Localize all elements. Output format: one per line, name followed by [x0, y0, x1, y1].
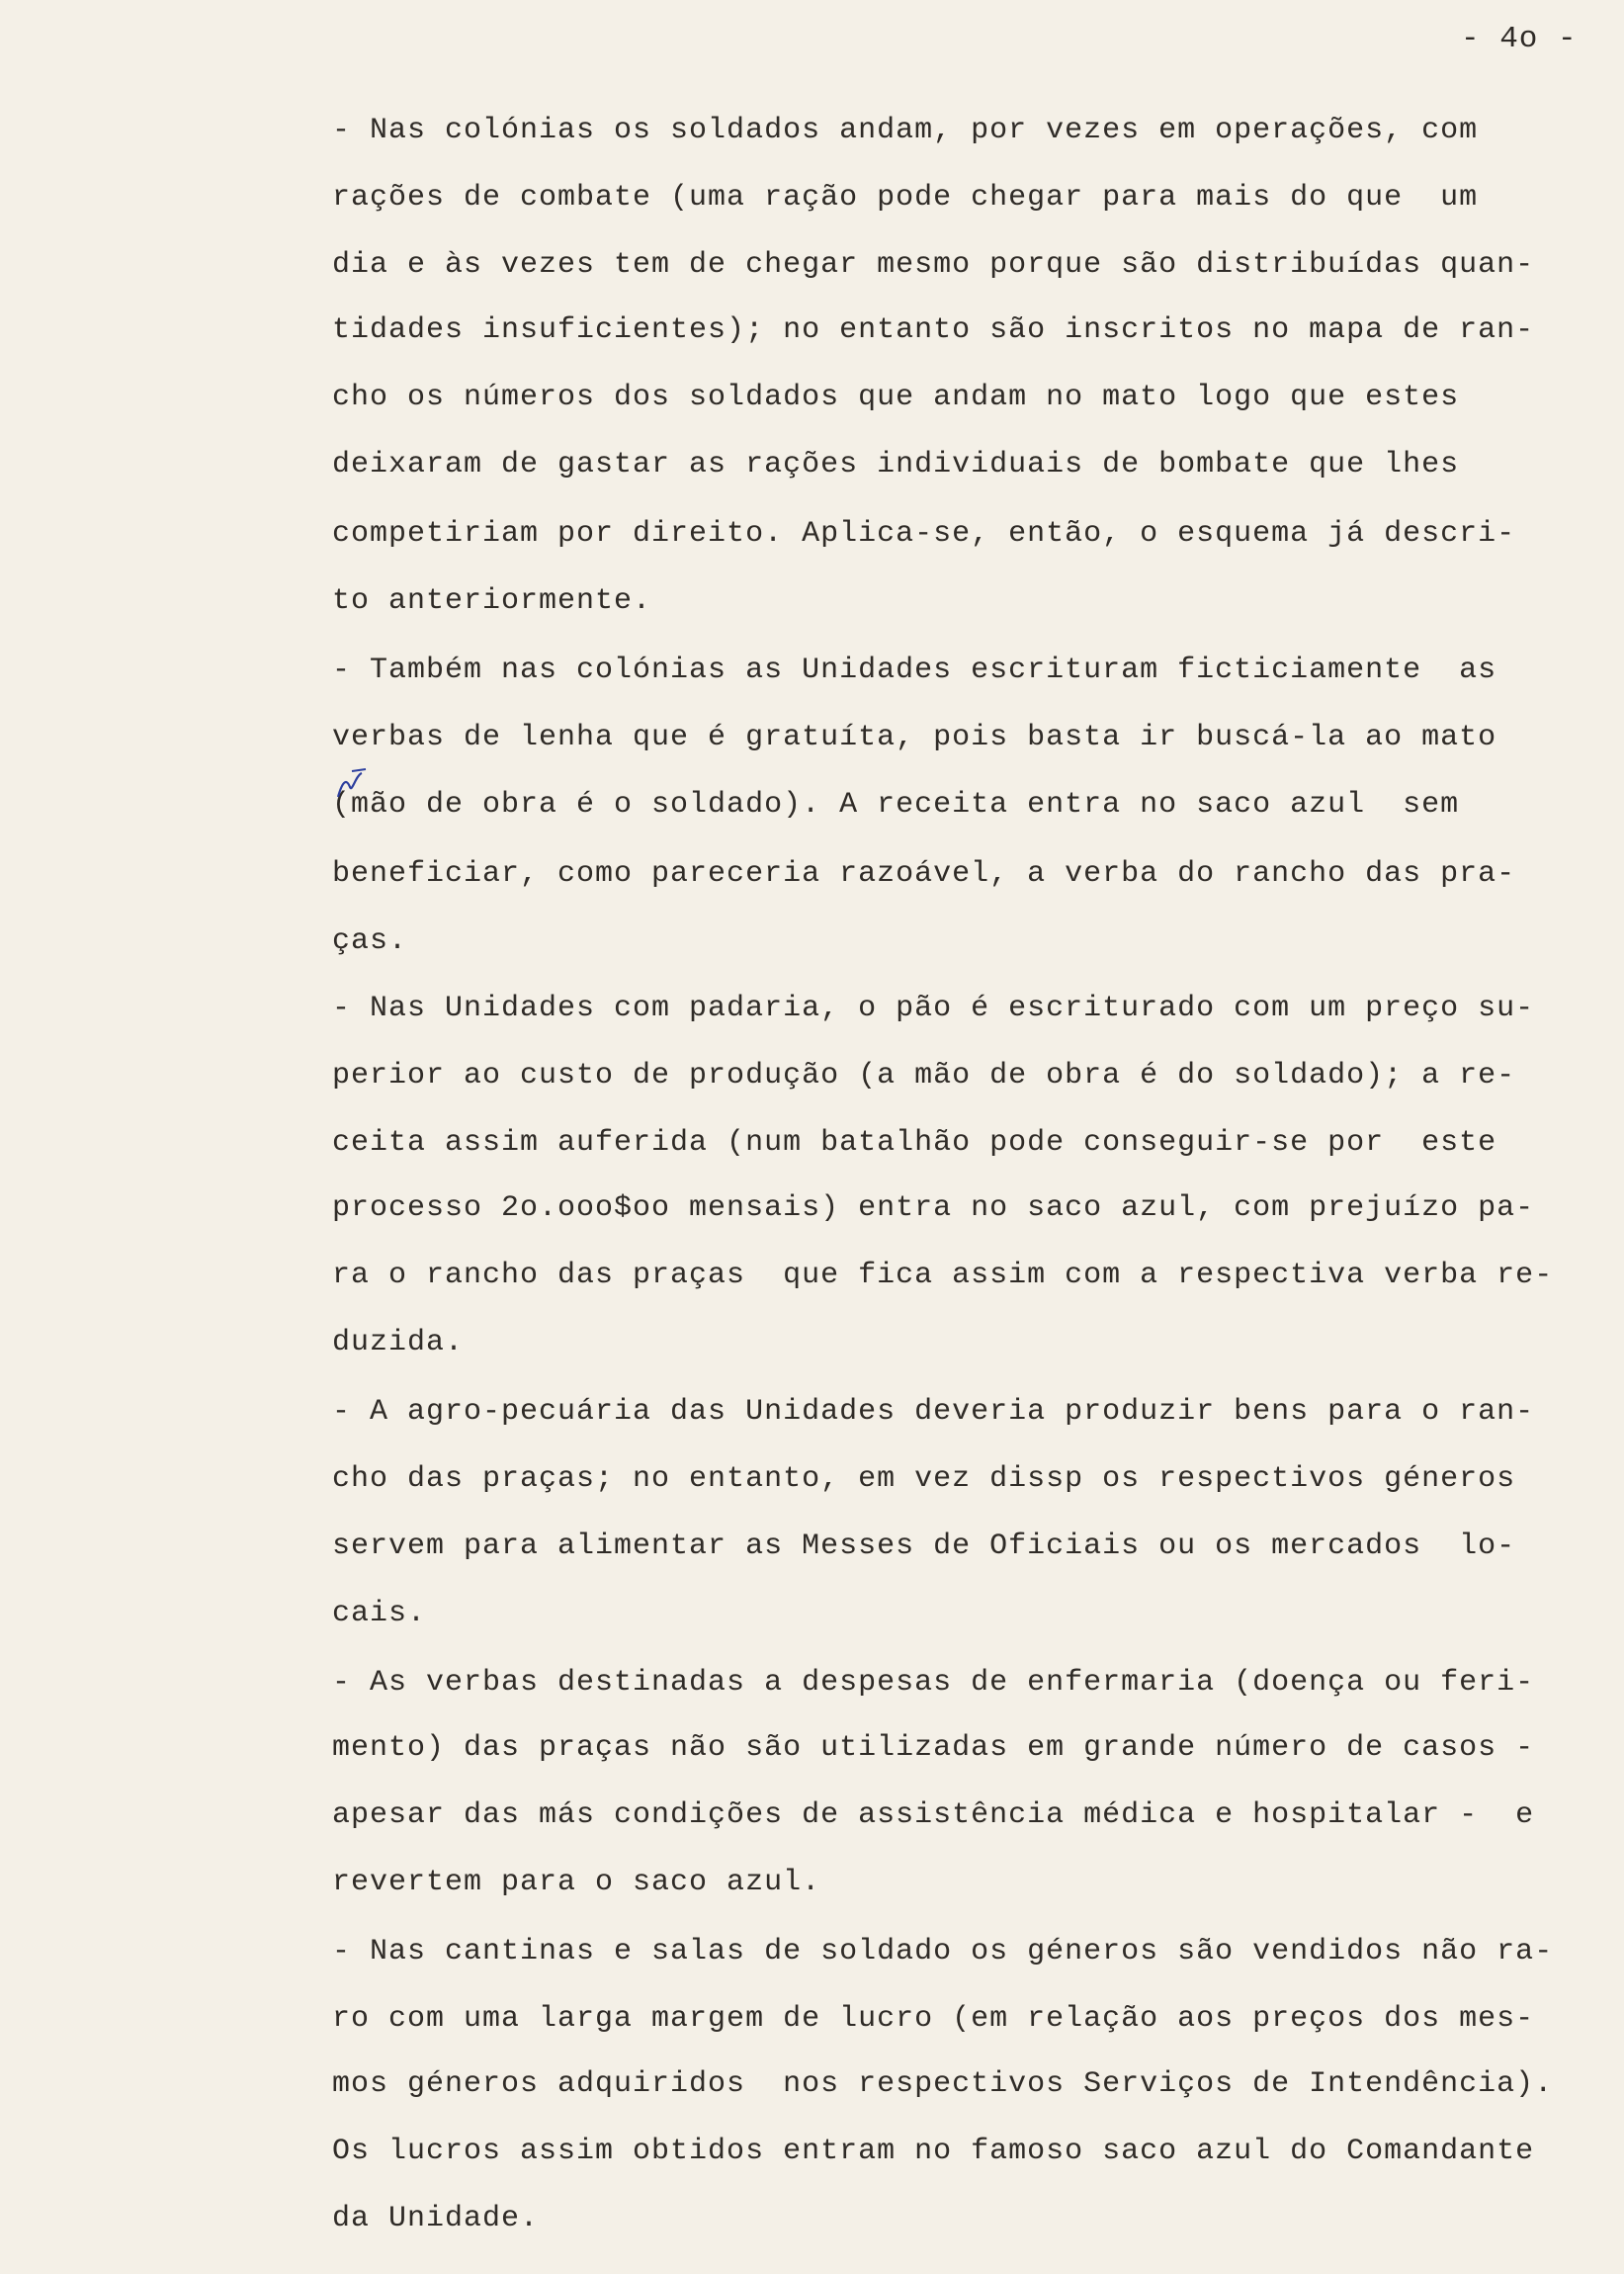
text-line: da Unidade. — [332, 2202, 540, 2235]
text-line: perior ao custo de produção (a mão de obra é do soldado); a re- — [332, 1059, 1516, 1093]
text-line: (mão de obra é o soldado). A receita entra no saco azul sem — [332, 788, 1460, 822]
text-line: - Também nas colónias as Unidades escrituram ficticiamente as — [332, 654, 1497, 687]
text-line: cho os números dos soldados que andam no mato logo que estes — [332, 381, 1460, 414]
text-line: processo 2o.ooo$oo mensais) entra no saco azul, com prejuízo pa- — [332, 1191, 1535, 1225]
text-line: - Nas cantinas e salas de soldado os géneros são vendidos não ra- — [332, 1935, 1554, 1968]
text-line: competiriam por direito. Aplica-se, então, o esquema já descri- — [332, 517, 1516, 551]
text-line: - As verbas destinadas a despesas de enfermaria (doença ou feri- — [332, 1666, 1535, 1700]
handwritten-correction-mark — [332, 767, 372, 807]
text-line: to anteriormente. — [332, 584, 652, 618]
text-line: tidades insuficientes); no entanto são inscritos no mapa de ran- — [332, 313, 1535, 347]
text-line: verbas de lenha que é gratuíta, pois basta ir buscá-la ao mato — [332, 721, 1497, 754]
text-line: ceita assim auferida (num batalhão pode conseguir-se por este — [332, 1126, 1497, 1160]
text-line: ro com uma larga margem de lucro (em relação aos preços dos mes- — [332, 2002, 1535, 2036]
text-line: duzida. — [332, 1326, 465, 1359]
text-line: revertem para o saco azul. — [332, 1866, 821, 1899]
text-line: apesar das más condições de assistência médica e hospitalar - e — [332, 1798, 1535, 1832]
text-line: ças. — [332, 924, 408, 958]
text-line: ra o rancho das praças que fica assim com a respectiva verba re- — [332, 1259, 1554, 1292]
text-line: beneficiar, como pareceria razoável, a verba do rancho das pra- — [332, 857, 1516, 891]
text-line: cho das praças; no entanto, em vez dissp os respectivos géneros — [332, 1462, 1516, 1496]
text-line: rações de combate (uma ração pode chegar para mais do que um — [332, 181, 1479, 215]
text-line: - Nas Unidades com padaria, o pão é escriturado com um preço su- — [332, 992, 1535, 1025]
text-line: dia e às vezes tem de chegar mesmo porque são distribuídas quan- — [332, 248, 1535, 282]
text-line: mento) das praças não são utilizadas em grande número de casos - — [332, 1731, 1535, 1765]
text-line: deixaram de gastar as rações individuais de bombate que lhes — [332, 448, 1460, 481]
text-line: servem para alimentar as Messes de Oficiais ou os mercados lo- — [332, 1530, 1516, 1563]
text-line: Os lucros assim obtidos entram no famoso saco azul do Comandante — [332, 2135, 1535, 2168]
text-line: cais. — [332, 1597, 427, 1630]
page-number: - 4o - — [1461, 22, 1578, 56]
text-line: - Nas colónias os soldados andam, por vezes em operações, com — [332, 114, 1479, 147]
text-line: mos géneros adquiridos nos respectivos Serviços de Intendência). — [332, 2067, 1554, 2101]
text-line: - A agro-pecuária das Unidades deveria produzir bens para o ran- — [332, 1395, 1535, 1429]
